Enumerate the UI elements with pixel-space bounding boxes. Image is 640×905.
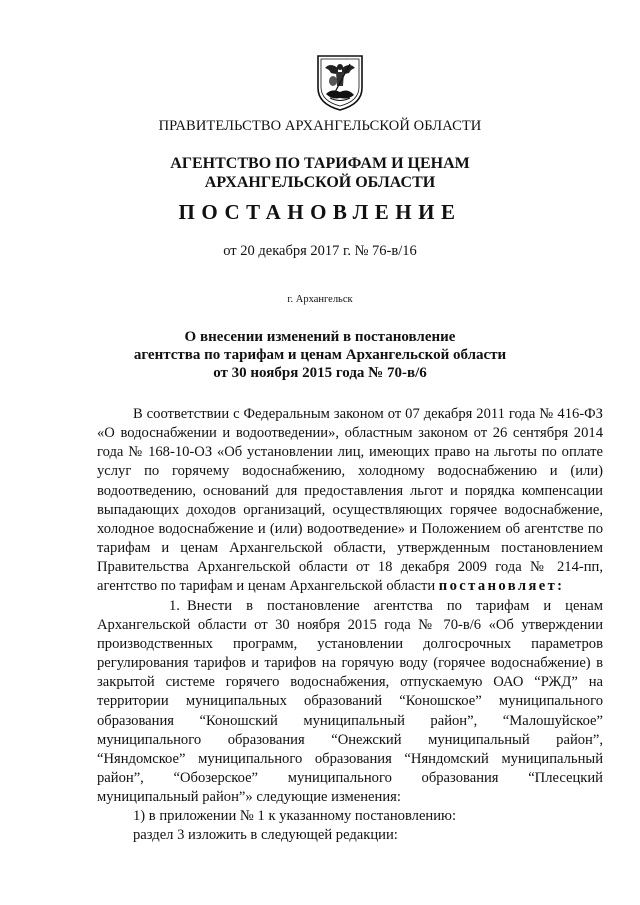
subitem-paragraph: раздел 3 изложить в следующей редакции: bbox=[133, 827, 398, 844]
government-title: ПРАВИТЕЛЬСТВО АРХАНГЕЛЬСКОЙ ОБЛАСТИ bbox=[158, 118, 482, 134]
agency-title-line: АГЕНТСТВО ПО ТАРИФАМ И ЦЕНАМ bbox=[170, 155, 470, 172]
coat-of-arms-icon bbox=[316, 54, 364, 112]
subject-line: О внесении изменений в постановление bbox=[184, 329, 456, 345]
document-type-heading: ПОСТАНОВЛЕНИЕ bbox=[178, 200, 462, 224]
subitem-paragraph: 1) в приложении № 1 к указанному постановлению: bbox=[133, 808, 457, 825]
document-subject bbox=[0, 328, 640, 382]
document-city: г. Архангельск bbox=[287, 294, 353, 305]
preamble-paragraph bbox=[97, 405, 603, 597]
document-date-number: от 20 декабря 2017 г. № 76-в/16 bbox=[223, 243, 417, 259]
subject-line: от 30 ноября 2015 года № 70-в/6 bbox=[213, 365, 427, 381]
agency-title-line: АРХАНГЕЛЬСКОЙ ОБЛАСТИ bbox=[204, 174, 436, 191]
item-1-paragraph bbox=[97, 597, 603, 808]
document-body bbox=[97, 405, 603, 846]
item-1-number: 1. bbox=[169, 597, 180, 614]
item-1-text: Внести в постановление агентства по тарифам и ценам Архангельской области от 30 ноября 2015 года № 70-в/6 «Об утверждении производственных программ, установлении долгосрочных параметров регулирования тарифов и тарифов на горячую воду (горячее водоснабжение) в закрытой системе горячего водоснабжения, отпускаемую ОАО “РЖД” на территории муниципальных образований “Коношское” муниципального образования “Коношский муниципальный район”, “Малошуйское” муниципального образования “Онежский муниципальный район”, “Няндомское” муниципального образования “Няндомский муниципальный район”, “Обозерское” муниципального образования “Плесецкий муниципальный район”» следующие изменения: bbox=[97, 597, 603, 806]
subject-line: агентства по тарифам и ценам Архангельской области bbox=[133, 347, 507, 363]
preamble-text: В соответствии с Федеральным законом от 07 декабря 2011 года № 416-ФЗ «О водоснабжении и водоотведении», областным законом от 26 сентября 2014 года № 168-10-ОЗ «Об установлении лиц, имеющих право на льготы по оплате услуг по горячему водоснабжению, холодному водоснабжению и (или) водоотведению, оснований для предоставления льгот и порядка компенсации выпадающих доходов организаций, осуществляющих горячее водоснабжение, холодное водоснабжение и (или) водоотведение» и Положением об агентстве по тарифам и ценам Архангельской области, утвержденным постановлением Правительства Архангельской области от 18 декабря 2009 года № 214-пп, агентство по тарифам и ценам Архангельской области bbox=[97, 406, 603, 595]
resolves-keyword: постановляет: bbox=[438, 578, 565, 595]
agency-title bbox=[0, 154, 640, 192]
